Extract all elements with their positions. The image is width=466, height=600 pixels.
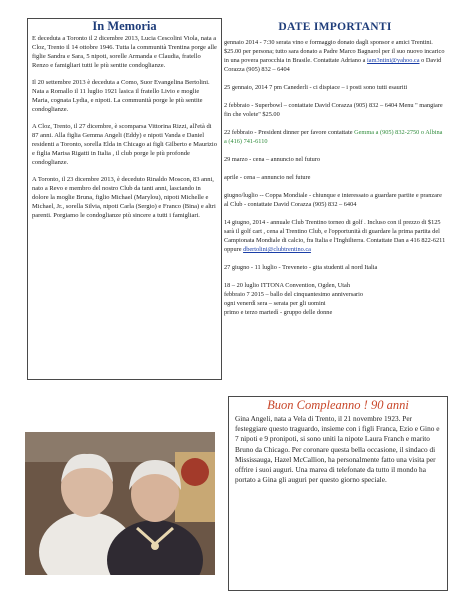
memoria-paragraph-4: A Toronto, il 23 dicembre 2013, è deceduto Rinaldo Moscon, 83 anni, nato a Revo e membro del nostro Club da tanti anni, lasciando in dolore la moglie Bruna, figlio Michael (Marylou), nipoti Michelle e Michael, Jr., sorella Silvia, nipoti Carla (Sergio) e Franco (Bina) e altri parenti. Porgiamo le condoglianze più sincere a tutti i famigliari. (32, 176, 216, 219)
email-link-dan[interactable]: dbertolini@clubtrentino.ca (243, 246, 311, 253)
compleanno-box (228, 396, 448, 591)
date-importanti-title: DATE IMPORTANTI (278, 21, 392, 33)
memoria-paragraph-1: E deceduta a Toronto il 2 dicembre 2013, Lucia Cescolini Viola, nata a Cloz, Trento il 14 ottobre 1946. Tutta la communità Trentina porge alle figlie Sandra e Sara, 5 nipoti, sorelle Armanda e Claudia, fratello Renzo e famigliari tutti le più sentite condoglianze. (32, 35, 217, 69)
email-link-adriano[interactable]: iam3ntini@yahoo.ca (367, 57, 420, 64)
event-4 (224, 128, 446, 146)
photo-two-elderly-women (25, 432, 215, 575)
event-1 (224, 38, 446, 74)
event-6: aprile - cena – annuncio nel future (224, 174, 311, 181)
event-5: 29 marzo - cena – annuncio nel futuro (224, 156, 320, 163)
memoria-paragraph-2: Il 20 settembre 2013 è deceduta a Como, Suor Evangelina Bertolini. Nata a Romallo il 11 luglio 1921 lasica il fratello Livio e moglie Maria, cognata Lydia, e nipoti. La communità porge le più sentite condoglianze. (32, 79, 210, 113)
event-4-text: 22 febbraio - President dinner per favore contattate (224, 129, 355, 136)
event-1-text: gennaio 2014 - 7:30 serata vino e formaggio donato dagli sponsor e amici Trentini. $25.00 per persona; tutto sara donato a Padre Marco Bagnarol per il suo nuovo incarico in una povera parocchia in Brasile. Contattate Adriano a (224, 39, 445, 64)
event-4-contacts: Gemma a (905) 832-2750 o Albina a (416) 741-6110 (224, 129, 443, 145)
event-10: 18 – 20 luglio ITTONA Convention, Ogden, Utah febbraio 7 2015 – ballo del cinquantesimo anniversario ogni venerdì sera – serata per gli uomini primo e terzo martedì - gruppo delle donne (224, 282, 364, 316)
in-memoria-title: In Memoria (92, 19, 157, 33)
event-1-text-end: o David Corazza (905) 832 – 6404 (224, 57, 442, 73)
date-importanti-section (224, 20, 446, 390)
compleanno-text: Gina Angeli, nata a Vela di Trento, il 21 novembre 1923. Per festeggiare questo traguardo, insieme con i figli Franca, Ezio e Gino e 7 nipoti e 9 pronipoti, si sono uniti la nipote Laura Franch e marito Bruno da Chicago. Per coronare questa bella occasione, il sindaco di Mississauga, Hazel McCallion, ha personalmente fatto una visita per offrire i suoi auguri. Una marea di telefonate da tutto il mondo ha portato a Gina gli auguri per questo giorno speciale. (235, 414, 440, 485)
event-9: 27 giugno - 11 luglio - Treveneto - gita studenti al nord Italia (224, 264, 378, 271)
event-3: 2 febbraio - Superbowl – contattate David Corazza (905) 832 – 6404 Menu " mangiare fin che volete" $25.00 (224, 102, 443, 118)
event-2: 25 gennaio, 2014 7 pm Canederli - ci dispiace – i posti sono tutti esauriti (224, 84, 408, 91)
photo-illustration-icon (25, 432, 215, 575)
compleanno-title: Buon Compleanno ! 90 anni (267, 398, 409, 412)
event-7: giugno/luglio -- Coppa Mondiale - chiunque e interessato a guardare partite e pranzare al Club - contattate David Corazza (905) 832 – 6404 (224, 192, 442, 208)
event-8-text: 14 giugno, 2014 - annuale Club Trentino torneo di golf . Incluso con il prezzo di $125 sarà il golf cart , cena al Trentino Club, e l'opportunità di guardare la prima partita del Campionata Mondiale di calcio, fra Italia e l'Inghilterra. Contattate Dan a 416 822-6211 oppure (224, 219, 446, 253)
memoria-paragraph-3: A Cloz, Trento, il 27 dicembre, è scomparsa Vittorina Rizzi, all'età di 87 anni. Alla figlia Gemma Angeli (Eddy) e nipoti Vanda e Daniel residenti a Toronto, sorella Elda in Chicago ai figli Gilberto e Maurizio e figlia Marisa Rigatti in Italia , il club porge le più profonde condoglianze. (32, 123, 217, 166)
event-8 (224, 218, 446, 254)
in-memoria-box (27, 18, 222, 380)
